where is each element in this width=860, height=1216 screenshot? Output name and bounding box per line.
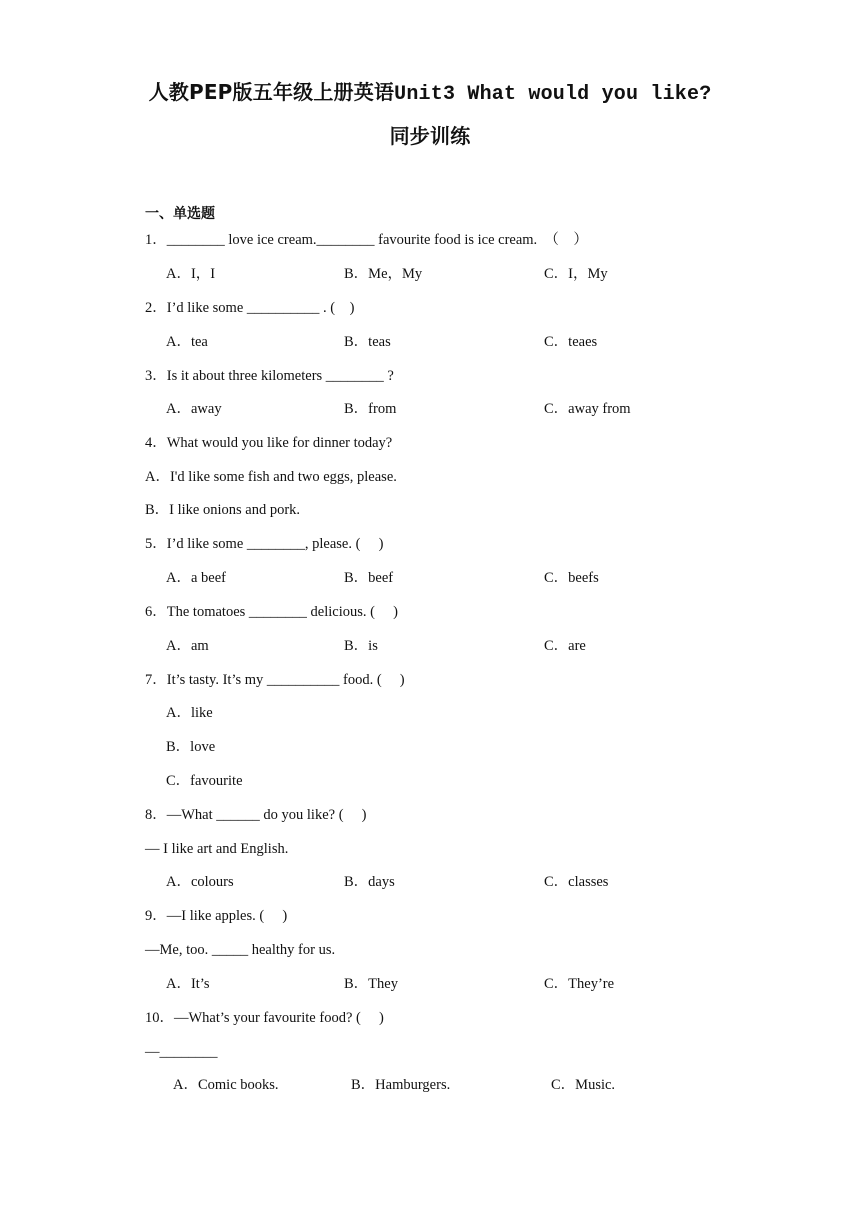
- question-6-option-c: C．are: [544, 638, 586, 654]
- question-6-option-b: B．is: [344, 638, 378, 654]
- document-title: [0, 76, 860, 106]
- question-9-reply: —Me, too. _____ healthy for us.: [145, 942, 336, 958]
- question-7-option-b: B．love: [166, 739, 216, 755]
- title-chinese: 人教PEP版五年级上册英语: [148, 80, 395, 104]
- question-1-stem: 1．________ love ice cream.________ favourite food is ice cream. （ ）: [145, 232, 588, 248]
- question-2-option-c: C．teaes: [544, 334, 598, 350]
- question-8-option-b: B．days: [344, 874, 395, 890]
- question-9-option-c: C．They’re: [544, 976, 615, 992]
- question-9-option-b: B．They: [344, 976, 398, 992]
- question-6-stem: 6．The tomatoes ________ delicious. ( ): [145, 604, 398, 620]
- question-10-option-c: C．Music.: [551, 1077, 616, 1093]
- title-english: Unit3 What would you like?: [394, 83, 712, 106]
- question-10-option-b: B．Hamburgers.: [351, 1077, 451, 1093]
- question-5-option-b: B．beef: [344, 570, 394, 586]
- question-5-option-c: C．beefs: [544, 570, 599, 586]
- question-3-option-a: A．away: [166, 401, 222, 417]
- question-2-stem: 2．I’d like some __________ . ( ): [145, 300, 355, 316]
- question-2-option-a: A．tea: [166, 334, 208, 350]
- question-7-option-a: A．like: [166, 705, 213, 721]
- question-10-reply: —________: [145, 1044, 218, 1060]
- question-8-reply: — I like art and English.: [145, 841, 289, 857]
- question-2-option-b: B．teas: [344, 334, 391, 350]
- section-heading: 一、单选题: [145, 206, 215, 222]
- question-8-option-a: A．colours: [166, 874, 234, 890]
- question-10-stem: 10．—What’s your favourite food? ( ): [145, 1010, 384, 1026]
- question-1-option-a: A．I，I: [166, 266, 216, 282]
- question-10-option-a: A．Comic books.: [173, 1077, 279, 1093]
- question-4-option-a: A．I'd like some fish and two eggs, please.: [145, 469, 397, 485]
- question-4-stem: 4．What would you like for dinner today?: [145, 435, 393, 451]
- question-1-option-c: C．I，My: [544, 266, 608, 282]
- document-subtitle: 同步训练: [389, 124, 471, 148]
- question-8-stem: 8．—What ______ do you like? ( ): [145, 807, 367, 823]
- question-3-stem: 3．Is it about three kilometers ________ ?: [145, 368, 394, 384]
- question-3-option-b: B．from: [344, 401, 397, 417]
- question-9-option-a: A．It’s: [166, 976, 210, 992]
- question-8-option-c: C．classes: [544, 874, 609, 890]
- question-1-option-b: B．Me，My: [344, 266, 423, 282]
- question-4-option-b: B．I like onions and pork.: [145, 502, 301, 518]
- question-5-stem: 5．I’d like some ________, please. ( ): [145, 536, 384, 552]
- question-7-option-c: C．favourite: [166, 773, 243, 789]
- question-3-option-c: C．away from: [544, 401, 631, 417]
- question-7-stem: 7．It’s tasty. It’s my __________ food. ( ): [145, 672, 405, 688]
- question-6-option-a: A．am: [166, 638, 209, 654]
- question-9-stem: 9．—I like apples. ( ): [145, 908, 288, 924]
- question-5-option-a: A．a beef: [166, 570, 226, 586]
